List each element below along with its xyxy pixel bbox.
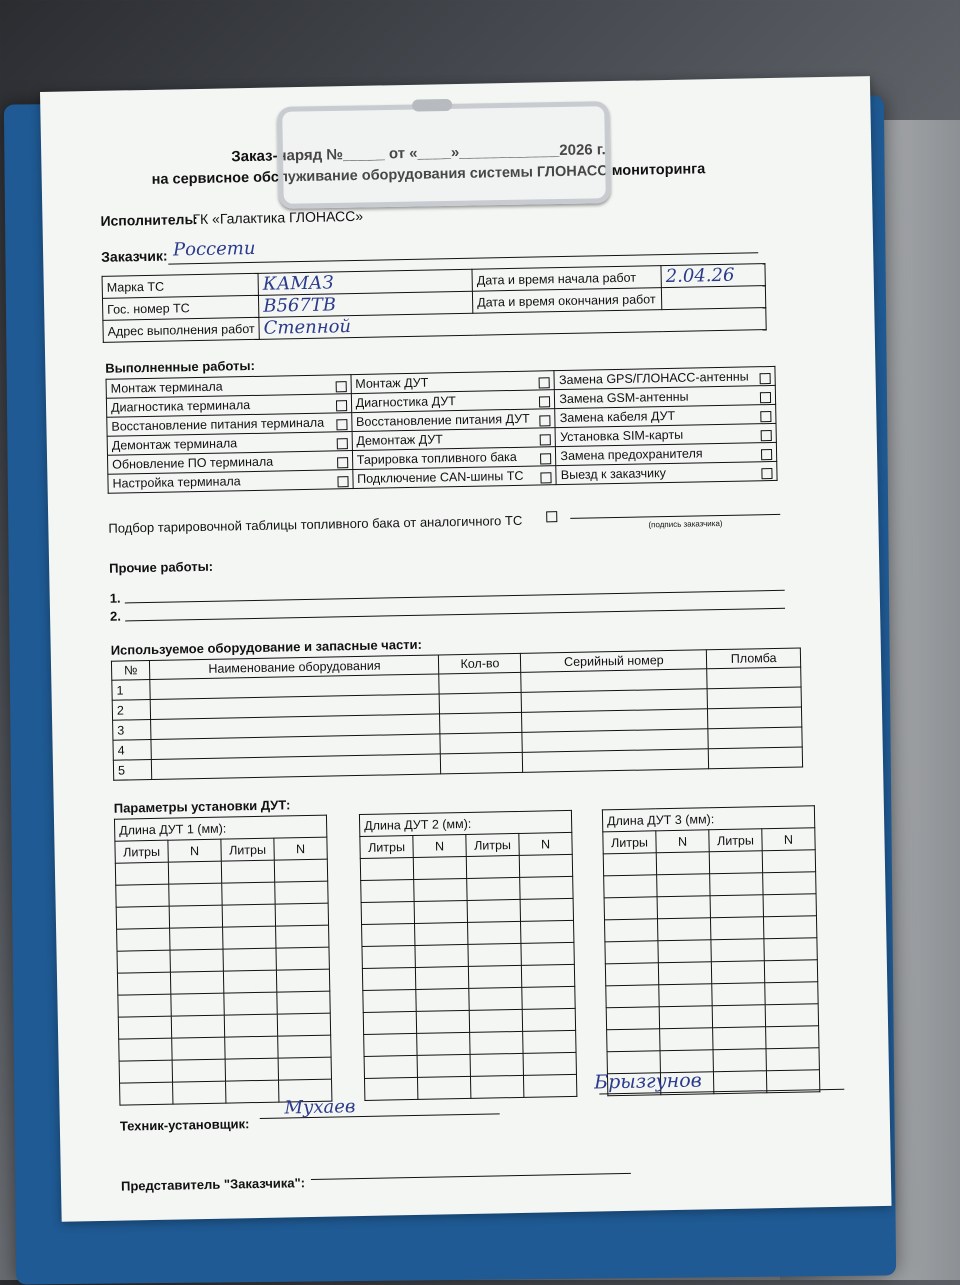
dut-column-header: Литры bbox=[221, 838, 274, 861]
dut-cell[interactable] bbox=[169, 905, 222, 928]
dut-column-header: N bbox=[413, 834, 466, 857]
equipment-row-number: 4 bbox=[113, 739, 152, 760]
dut-cell[interactable] bbox=[523, 1052, 576, 1075]
dut-cell[interactable] bbox=[117, 972, 170, 995]
equipment-header: Пломба bbox=[707, 648, 801, 669]
dut-cell[interactable] bbox=[118, 1016, 171, 1039]
form-subtitle: на сервисное обслуживание оборудования системы ГЛОНАСС мониторинга bbox=[151, 161, 706, 188]
work-checkbox[interactable] bbox=[336, 438, 347, 449]
dut-column-header: Литры bbox=[709, 829, 762, 852]
dut-cell[interactable] bbox=[468, 921, 521, 944]
other-works-title: Прочие работы: bbox=[109, 558, 214, 576]
dut-cell[interactable] bbox=[172, 1037, 225, 1060]
work-item-label: Монтаж ДУТ bbox=[355, 375, 429, 391]
work-item bbox=[352, 466, 556, 489]
dut-cell[interactable] bbox=[606, 1007, 659, 1030]
work-checkbox[interactable] bbox=[761, 449, 772, 460]
dut-cell[interactable] bbox=[763, 872, 816, 895]
dut-cell[interactable] bbox=[523, 1074, 576, 1097]
work-checkbox[interactable] bbox=[760, 392, 771, 403]
second-signature: Брызгунов bbox=[593, 1069, 702, 1094]
work-item-label: Тарировка топливного бака bbox=[356, 449, 517, 467]
dut-cell[interactable] bbox=[171, 993, 224, 1016]
technician-signature: Мухаев bbox=[284, 1096, 356, 1119]
dut-cell[interactable] bbox=[658, 962, 711, 985]
dut-cell[interactable] bbox=[119, 1038, 172, 1061]
plate-label: Гос. номер ТС bbox=[102, 295, 258, 320]
work-checkbox[interactable] bbox=[335, 381, 346, 392]
dut-cell[interactable] bbox=[765, 1004, 818, 1027]
dut-cell[interactable] bbox=[364, 1077, 417, 1100]
dut-cell[interactable] bbox=[361, 879, 414, 902]
dut-cell[interactable] bbox=[276, 969, 329, 992]
other-works-1: 1. bbox=[109, 590, 121, 606]
work-item bbox=[556, 461, 777, 484]
clipboard-clip bbox=[277, 101, 611, 209]
dut-cell[interactable] bbox=[117, 950, 170, 973]
dut-cell[interactable] bbox=[606, 985, 659, 1008]
dut-cell[interactable] bbox=[276, 925, 329, 948]
work-checkbox[interactable] bbox=[541, 472, 552, 483]
dut-cell[interactable] bbox=[168, 861, 221, 884]
dut-title: Параметры установки ДУТ: bbox=[113, 797, 291, 816]
work-item-label: Подключение CAN-шины ТС bbox=[357, 468, 524, 486]
dut-cell[interactable] bbox=[415, 922, 468, 945]
dut-cell[interactable] bbox=[415, 944, 468, 967]
equipment-row-number: 2 bbox=[112, 699, 151, 720]
dut-cell[interactable] bbox=[278, 1057, 331, 1080]
start-label: Дата и время начала работ bbox=[472, 266, 661, 292]
dut-column-header: N bbox=[656, 830, 709, 853]
executor-label: Исполнитель: bbox=[100, 210, 198, 229]
dut-cell[interactable] bbox=[762, 850, 815, 873]
dut-cell[interactable] bbox=[173, 1081, 226, 1104]
equipment-cell[interactable] bbox=[440, 732, 522, 754]
dut-cell[interactable] bbox=[120, 1082, 173, 1105]
dut-cell[interactable] bbox=[364, 1055, 417, 1078]
dut-cell[interactable] bbox=[361, 901, 414, 924]
dut-cell[interactable] bbox=[363, 1011, 416, 1034]
work-checkbox[interactable] bbox=[539, 396, 550, 407]
dut2-table bbox=[359, 810, 577, 1101]
dut-cell[interactable] bbox=[660, 1028, 713, 1051]
dut-cell[interactable] bbox=[278, 1035, 331, 1058]
vehicle-table bbox=[102, 263, 767, 343]
work-item-label: Замена GSM-антенны bbox=[559, 389, 689, 406]
dut-cell[interactable] bbox=[604, 875, 657, 898]
customer-handwritten: Россети bbox=[172, 237, 256, 261]
dut-column-header: N bbox=[762, 828, 815, 851]
equipment-cell[interactable] bbox=[709, 747, 803, 769]
calibration-checkbox[interactable] bbox=[546, 511, 557, 522]
dut-cell[interactable] bbox=[274, 859, 327, 882]
other-works-line-2 bbox=[125, 608, 785, 622]
dut-cell[interactable] bbox=[763, 894, 816, 917]
dut-cell[interactable] bbox=[520, 898, 573, 921]
work-item-label: Восстановление питания терминала bbox=[111, 415, 325, 434]
customer-signature-line bbox=[570, 514, 780, 519]
dut-cell[interactable] bbox=[712, 1005, 765, 1028]
dut-cell[interactable] bbox=[657, 896, 710, 919]
form-title: Заказ-наряд №_____ от «____»____________2026 г. bbox=[231, 141, 606, 166]
dut-cell[interactable] bbox=[414, 878, 467, 901]
dut-cell[interactable] bbox=[658, 940, 711, 963]
work-item-label: Диагностика ДУТ bbox=[355, 393, 456, 410]
dut-cell[interactable] bbox=[765, 982, 818, 1005]
dut-cell[interactable] bbox=[657, 918, 710, 941]
dut-cell[interactable] bbox=[712, 983, 765, 1006]
works-title: Выполненные работы: bbox=[105, 357, 256, 376]
dut-cell[interactable] bbox=[604, 897, 657, 920]
work-item-label: Выезд к заказчику bbox=[560, 465, 667, 482]
dut-cell[interactable] bbox=[362, 967, 415, 990]
dut-cell[interactable] bbox=[710, 917, 763, 940]
dut-cell[interactable] bbox=[521, 942, 574, 965]
dut-cell[interactable] bbox=[709, 851, 762, 874]
end-value bbox=[661, 286, 765, 310]
work-item-label: Замена кабеля ДУТ bbox=[559, 408, 676, 425]
dut-cell[interactable] bbox=[116, 884, 169, 907]
work-checkbox[interactable] bbox=[761, 468, 772, 479]
dut3-table bbox=[602, 805, 820, 1096]
dut-cell[interactable] bbox=[221, 860, 274, 883]
equipment-cell[interactable] bbox=[707, 667, 801, 689]
brand-value: КАМАЗ bbox=[258, 269, 472, 295]
work-item-label: Восстановление питания ДУТ bbox=[355, 411, 530, 429]
dut-cell[interactable] bbox=[224, 992, 277, 1015]
equipment-cell[interactable] bbox=[708, 707, 802, 729]
dut-cell[interactable] bbox=[469, 1009, 522, 1032]
work-checkbox[interactable] bbox=[539, 377, 550, 388]
dut-column-header: Литры bbox=[360, 835, 413, 858]
work-checkbox[interactable] bbox=[337, 457, 348, 468]
work-item-label: Замена предохранителя bbox=[560, 445, 703, 463]
dut-cell[interactable] bbox=[223, 970, 276, 993]
start-value: 2.04.26 bbox=[661, 264, 765, 288]
representative-line bbox=[311, 1173, 631, 1180]
calibration-text: Подбор тарировочной таблицы топливного бака от аналогичного ТС bbox=[108, 512, 523, 536]
dut-cell[interactable] bbox=[223, 948, 276, 971]
dut-cell[interactable] bbox=[470, 1053, 523, 1076]
work-checkbox[interactable] bbox=[761, 430, 772, 441]
dut-cell[interactable] bbox=[275, 903, 328, 926]
dut-column-header: N bbox=[519, 832, 572, 855]
dut3-header: Длина ДУТ 3 (мм): bbox=[602, 806, 814, 832]
dut-cell[interactable] bbox=[763, 916, 816, 939]
dut-cell[interactable] bbox=[224, 1014, 277, 1037]
dut-cell[interactable] bbox=[710, 873, 763, 896]
dut-cell[interactable] bbox=[659, 984, 712, 1007]
equipment-header: № bbox=[111, 660, 150, 680]
dut-cell[interactable] bbox=[169, 883, 222, 906]
dut-cell[interactable] bbox=[766, 1026, 819, 1049]
dut-cell[interactable] bbox=[170, 971, 223, 994]
representative-label: Представитель "Заказчика": bbox=[120, 1175, 306, 1194]
dut-cell[interactable] bbox=[170, 949, 223, 972]
dut-cell[interactable] bbox=[276, 947, 329, 970]
work-checkbox[interactable] bbox=[540, 453, 551, 464]
equipment-row-number: 3 bbox=[113, 719, 152, 740]
customer-line bbox=[168, 252, 758, 264]
dut-cell[interactable] bbox=[603, 853, 656, 876]
dut-cell[interactable] bbox=[225, 1058, 278, 1081]
dut-cell[interactable] bbox=[170, 927, 223, 950]
dut-cell[interactable] bbox=[275, 881, 328, 904]
equipment-row-number: 1 bbox=[112, 679, 151, 700]
dut-cell[interactable] bbox=[362, 945, 415, 968]
dut-cell[interactable] bbox=[656, 852, 709, 875]
dut-cell[interactable] bbox=[417, 1076, 470, 1099]
dut-cell[interactable] bbox=[470, 1075, 523, 1098]
customer-label: Заказчик: bbox=[101, 247, 168, 265]
dut-cell[interactable] bbox=[764, 960, 817, 983]
work-item-label: Диагностика терминала bbox=[110, 397, 251, 415]
end-label: Дата и время окончания работ bbox=[472, 288, 661, 314]
dut1-table bbox=[114, 815, 332, 1106]
equipment-cell[interactable] bbox=[441, 752, 523, 774]
dut-cell[interactable] bbox=[605, 963, 658, 986]
work-order-sheet bbox=[40, 76, 892, 1222]
dut-cell[interactable] bbox=[467, 877, 520, 900]
work-item-label: Замена GPS/ГЛОНАСС-антенны bbox=[558, 368, 749, 387]
equipment-cell[interactable] bbox=[707, 687, 801, 709]
dut-cell[interactable] bbox=[172, 1059, 225, 1082]
work-item-label: Настройка терминала bbox=[112, 473, 241, 491]
dut-cell[interactable] bbox=[360, 857, 413, 880]
dut-cell[interactable] bbox=[417, 1054, 470, 1077]
plate-value: В567ТВ bbox=[259, 291, 473, 317]
dut-cell[interactable] bbox=[277, 991, 330, 1014]
equipment-cell[interactable] bbox=[439, 672, 521, 694]
work-item-label: Демонтаж терминала bbox=[111, 435, 238, 453]
work-item-label: Монтаж терминала bbox=[110, 379, 223, 396]
dut-cell[interactable] bbox=[171, 1015, 224, 1038]
dut-column-header: Литры bbox=[603, 831, 656, 854]
dut-cell[interactable] bbox=[467, 899, 520, 922]
dut-cell[interactable] bbox=[470, 1031, 523, 1054]
dut-cell[interactable] bbox=[417, 1032, 470, 1055]
dut-cell[interactable] bbox=[522, 986, 575, 1009]
dut-cell[interactable] bbox=[277, 1013, 330, 1036]
dut-cell[interactable] bbox=[362, 923, 415, 946]
equipment-header: Кол-во bbox=[439, 653, 521, 674]
work-item-label: Демонтаж ДУТ bbox=[356, 431, 443, 448]
equipment-header: Серийный номер bbox=[521, 650, 707, 673]
dut-cell[interactable] bbox=[520, 876, 573, 899]
work-checkbox[interactable] bbox=[336, 419, 347, 430]
work-checkbox[interactable] bbox=[540, 415, 551, 426]
dut-column-header: N bbox=[168, 839, 221, 862]
dut-cell[interactable] bbox=[711, 961, 764, 984]
dut-column-header: N bbox=[274, 837, 327, 860]
work-checkbox[interactable] bbox=[337, 476, 348, 487]
dut-cell[interactable] bbox=[364, 1033, 417, 1056]
dut-cell[interactable] bbox=[225, 1036, 278, 1059]
dut1-header: Длина ДУТ 1 (мм): bbox=[114, 815, 326, 841]
dut-cell[interactable] bbox=[659, 1006, 712, 1029]
equipment-table bbox=[111, 647, 803, 780]
dut-cell[interactable] bbox=[222, 904, 275, 927]
technician-label: Техник-установщик: bbox=[119, 1116, 250, 1134]
dut-cell[interactable] bbox=[416, 1010, 469, 1033]
dut-cell[interactable] bbox=[222, 882, 275, 905]
equipment-cell[interactable] bbox=[708, 727, 802, 749]
other-works-2: 2. bbox=[109, 608, 122, 624]
dut-column-header: Литры bbox=[115, 840, 168, 863]
dut-cell[interactable] bbox=[413, 856, 466, 879]
equipment-cell[interactable] bbox=[440, 712, 522, 734]
dut-cell[interactable] bbox=[607, 1029, 660, 1052]
dut-cell[interactable] bbox=[116, 906, 169, 929]
dut-cell[interactable] bbox=[468, 943, 521, 966]
dut-cell[interactable] bbox=[115, 862, 168, 885]
address-value: Степной bbox=[259, 308, 766, 340]
dut-cell[interactable] bbox=[521, 920, 574, 943]
dut-cell[interactable] bbox=[416, 988, 469, 1011]
dut-cell[interactable] bbox=[521, 964, 574, 987]
work-item-label: Установка SIM-карты bbox=[559, 427, 684, 444]
dut2-header: Длина ДУТ 2 (мм): bbox=[359, 810, 571, 836]
dut-cell[interactable] bbox=[710, 895, 763, 918]
dut-cell[interactable] bbox=[713, 1027, 766, 1050]
dut-cell[interactable] bbox=[466, 855, 519, 878]
work-checkbox[interactable] bbox=[760, 411, 771, 422]
dut-cell[interactable] bbox=[766, 1048, 819, 1071]
equipment-header: Наименование оборудования bbox=[150, 655, 439, 680]
dut-column-header: Литры bbox=[466, 833, 519, 856]
signature-caption: (подпись заказчика) bbox=[648, 518, 723, 530]
dut-cell[interactable] bbox=[117, 928, 170, 951]
work-checkbox[interactable] bbox=[540, 434, 551, 445]
address-label: Адрес выполнения работ bbox=[103, 317, 259, 342]
equipment-row-number: 5 bbox=[113, 759, 152, 780]
dut-cell[interactable] bbox=[469, 987, 522, 1010]
dut-cell[interactable] bbox=[522, 1008, 575, 1031]
dut-cell[interactable] bbox=[519, 854, 572, 877]
dut-cell[interactable] bbox=[363, 989, 416, 1012]
dut-row bbox=[364, 1074, 576, 1100]
equipment-cell[interactable] bbox=[523, 749, 709, 773]
dut-cell[interactable] bbox=[657, 874, 710, 897]
equipment-cell[interactable] bbox=[152, 754, 441, 780]
dut-cell[interactable] bbox=[468, 965, 521, 988]
dut-cell[interactable] bbox=[223, 926, 276, 949]
dut-cell[interactable] bbox=[605, 941, 658, 964]
work-item-label: Обновление ПО терминала bbox=[112, 454, 274, 472]
dut-cell[interactable] bbox=[415, 966, 468, 989]
equipment-cell[interactable] bbox=[440, 692, 522, 714]
work-checkbox[interactable] bbox=[760, 373, 771, 384]
dut-cell[interactable] bbox=[604, 919, 657, 942]
dut-cell[interactable] bbox=[118, 994, 171, 1017]
dut-cell[interactable] bbox=[764, 938, 817, 961]
works-table bbox=[106, 366, 778, 494]
dut-cell[interactable] bbox=[414, 900, 467, 923]
equipment-title: Используемое оборудование и запасные части: bbox=[110, 636, 423, 658]
dut-cell[interactable] bbox=[226, 1080, 279, 1103]
dut-cell[interactable] bbox=[523, 1030, 576, 1053]
other-works-line-1 bbox=[125, 590, 785, 604]
work-checkbox[interactable] bbox=[336, 400, 347, 411]
dut-cell[interactable] bbox=[711, 939, 764, 962]
executor-value: ГК «Галактика ГЛОНАСС» bbox=[192, 207, 364, 228]
dut-cell[interactable] bbox=[119, 1060, 172, 1083]
work-item bbox=[108, 470, 353, 494]
dut-cell[interactable] bbox=[713, 1049, 766, 1072]
brand-label: Марка ТС bbox=[102, 273, 258, 298]
